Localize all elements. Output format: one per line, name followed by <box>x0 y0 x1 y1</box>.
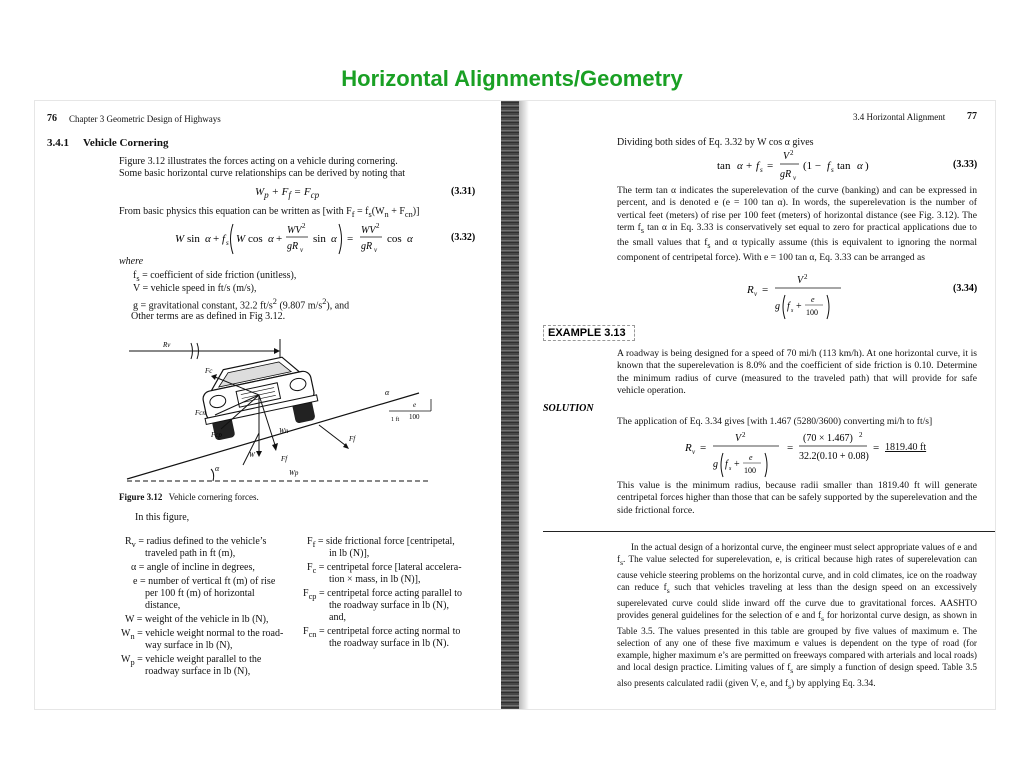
svg-text:V: V <box>797 275 804 286</box>
svg-text:α: α <box>268 233 274 245</box>
e-label: e <box>413 401 417 409</box>
solution-label: SOLUTION <box>543 403 594 414</box>
svg-text:f: f <box>756 160 760 172</box>
svg-text:f: f <box>827 160 831 172</box>
svg-text:R: R <box>685 442 692 454</box>
svg-text:=: = <box>347 233 354 245</box>
svg-text:tan: tan <box>837 160 851 172</box>
svg-text:α: α <box>857 160 863 172</box>
equation-3-32-number: (3.32) <box>451 232 476 243</box>
svg-text:=: = <box>787 442 794 454</box>
equation-3-34-number: (3.34) <box>953 283 978 294</box>
book-spine-shadow <box>519 101 529 709</box>
equation-3-31: $W_p + F_f = F_{cp}$ <box>255 186 320 201</box>
right-page <box>535 101 995 709</box>
book-spine <box>501 101 519 709</box>
result-value: 1819.40 ft <box>885 442 927 453</box>
intro-line-2: Some basic horizontal curve relationships can be derived by noting that <box>119 168 406 179</box>
term-left: traveled path in ft (m), <box>145 548 236 559</box>
wn-label: Wn <box>279 427 289 435</box>
svg-text:v: v <box>754 290 758 298</box>
where-label: where <box>119 256 144 267</box>
svg-text:gR: gR <box>287 241 299 252</box>
svg-text:2: 2 <box>302 222 306 230</box>
term-right: in lb (N)], <box>329 548 370 559</box>
solution-line: The application of Eq. 3.34 gives [with 1.467 (5280/3600) converting mi/h to ft/s] <box>617 416 933 427</box>
dividing-line: Dividing both sides of Eq. 3.32 by W cos α gives <box>617 137 814 148</box>
svg-text:+: + <box>276 233 283 245</box>
fcn-label: Fcn <box>195 409 206 417</box>
svg-text:=: = <box>700 442 707 454</box>
svg-text:sin: sin <box>187 233 200 245</box>
right-running-head: 3.4 Horizontal Alignment <box>853 112 946 122</box>
term-right: $F_{cn}$ = centripetal force acting normal to <box>303 626 461 639</box>
svg-text:R: R <box>747 284 754 296</box>
alpha-label-bottom: α <box>215 464 220 473</box>
term-right: $F_c$ = centripetal force [lateral accelera- <box>307 562 462 575</box>
figure-caption-label: Figure 3.12 <box>119 492 163 502</box>
vehicle-cornering-figure <box>119 333 439 493</box>
svg-text:W: W <box>236 233 246 245</box>
svg-text:v: v <box>374 246 378 254</box>
svg-text:s: s <box>791 308 794 314</box>
after-result-text: This value is the minimum radius, because radii smaller than 1819.40 ft will generate centripetal forces higher than those that can be safely supported by the superelevation and the side frictional force. <box>617 480 977 516</box>
svg-text:s: s <box>760 166 763 174</box>
term-left: α = angle of incline in degrees, <box>131 562 255 573</box>
equation-3-33-number: (3.33) <box>953 159 978 170</box>
svg-text:+: + <box>796 301 802 312</box>
other-terms-line: Other terms are as defined in Fig 3.12. <box>131 311 286 322</box>
svg-text:(1 −: (1 − <box>803 160 822 172</box>
svg-text:+: + <box>734 459 740 470</box>
left-running-head: Chapter 3 Geometric Design of Highways <box>69 114 221 124</box>
in-this-figure: In this figure, <box>135 512 190 523</box>
svg-text:gR: gR <box>361 241 373 252</box>
solution-equation <box>683 429 923 481</box>
svg-text:2: 2 <box>376 222 380 230</box>
section-divider <box>543 531 995 532</box>
svg-text:=: = <box>767 160 774 172</box>
svg-text:2: 2 <box>804 273 808 281</box>
figure-caption <box>119 491 259 503</box>
svg-text:v: v <box>793 174 797 182</box>
svg-text:cos: cos <box>248 233 263 245</box>
definition-g: g = gravitational constant, 32.2 $ft/s^2$ (9.807 $m/s^2$), and <box>133 297 350 312</box>
superelevation-paragraph: The term tan α indicates the superelevation of the curve (banking) and can be expressed in percent, and is denoted e (e = 100 tan α). In words, the superelevation is the number of vertical feet (meters) of rise per 100 feet (meters) of horizontal distance (see Fig. 3.12). The term $f_s$ tan α in Eq. 3.33 is conservatively set equal to zero for practical applications due to the small values that $f_s$ and α typically assume (this is equivalent to ignoring the normal component of centripetal force). With e = 100 tan α, Eq. 3.33 can be arranged as <box>617 185 977 264</box>
section-title: Vehicle Cornering <box>83 137 169 149</box>
term-right: the roadway surface in lb (N), <box>329 600 449 611</box>
term-right: $F_{cp}$ = centripetal force acting parallel to <box>303 588 463 601</box>
definition-v: V = vehicle speed in ft/s (m/s), <box>133 283 257 294</box>
term-right: and, <box>329 612 346 623</box>
physics-line: From basic physics this equation can be written as [with $F_f = f_s(W_n + F_{cn})$] <box>119 206 420 219</box>
wp-label: Wp <box>289 469 299 477</box>
term-left: distance, <box>145 600 181 611</box>
svg-text:s: s <box>831 166 834 174</box>
equation-3-33 <box>715 147 895 183</box>
example-label: EXAMPLE 3.13 <box>543 325 635 341</box>
svg-text:32.2(0.10 + 0.08): 32.2(0.10 + 0.08) <box>799 451 869 462</box>
svg-text:tan: tan <box>717 160 731 172</box>
svg-text:+: + <box>746 160 753 172</box>
svg-text:α: α <box>331 233 337 245</box>
hundred-label: 100 <box>409 413 420 421</box>
term-right: $F_f$ = side frictional force [centripetal, <box>307 536 455 549</box>
svg-text:f: f <box>725 459 728 470</box>
svg-text:v: v <box>692 448 696 456</box>
svg-text:gR: gR <box>780 169 792 180</box>
svg-text:(70 × 1.467): (70 × 1.467) <box>803 433 853 444</box>
svg-text:WV: WV <box>361 225 376 236</box>
svg-text:2: 2 <box>790 149 794 157</box>
svg-text:V: V <box>783 151 790 162</box>
term-left: W = weight of the vehicle in lb (N), <box>125 614 269 625</box>
right-page-number: 77 <box>967 111 977 122</box>
term-left: way surface in lb (N), <box>145 640 233 651</box>
svg-text:g: g <box>713 459 718 470</box>
svg-text:=: = <box>762 284 769 296</box>
term-right: tion × mass, in lb (N)], <box>329 574 421 585</box>
svg-text:α: α <box>407 233 413 245</box>
definition-fs: $f_s$ = coefficient of side friction (unitless), <box>133 270 297 283</box>
svg-text:α: α <box>737 160 743 172</box>
svg-text:cos: cos <box>387 233 402 245</box>
intro-line-1: Figure 3.12 illustrates the forces acting on a vehicle during cornering. <box>119 156 398 167</box>
svg-text:2: 2 <box>742 431 746 439</box>
svg-text:sin: sin <box>313 233 326 245</box>
svg-text:s: s <box>729 466 732 472</box>
equation-3-32 <box>171 218 441 258</box>
term-left: roadway surface in lb (N), <box>145 666 251 677</box>
svg-text:+: + <box>213 233 220 245</box>
figure-caption-text: Vehicle cornering forces. <box>168 492 259 502</box>
term-left: $R_v$ = radius defined to the vehicle’s <box>125 536 267 549</box>
svg-text:2: 2 <box>859 431 863 439</box>
svg-text:e: e <box>811 295 815 304</box>
w-label: W <box>249 451 255 459</box>
design-paragraph: In the actual design of a horizontal curve, the engineer must select appropriate values of e and $f_s$. The value selected for superelevation, e, is critical because high rates of superelevation can cause vehicle steering problems on the horizontal curve, and in cold climates, ice on the roadway can reduce $f_s$ such that vehicles traveling at less than the design speed on an excessively superelevated curve could slide inward off the curve due to gravitational forces. AASHTO provides general guidelines for the selection of e and $f_s$ for horizontal curve design, as shown in Table 3.5. The values presented in this table are grouped by five values of maximum e. The selection of any one of these five maximum e values is dependent on the type of road (for example, higher maximum e’s are permitted on freeways compared with arterials and local roads) and local design practice. Limiting values of $f_s$ are simply a function of design speed. Table 3.5 also presents calculated radii (given V, e, and $f_s$) by applying Eq. 3.34. <box>617 542 977 692</box>
term-right: the roadway surface in lb (N). <box>329 638 449 649</box>
svg-text:s: s <box>226 239 229 247</box>
svg-text:): ) <box>865 160 869 172</box>
svg-text:v: v <box>300 246 304 254</box>
equation-3-31-number: (3.31) <box>451 186 476 197</box>
svg-text:WV: WV <box>287 225 302 236</box>
svg-text:f: f <box>222 233 226 245</box>
section-number: 3.4.1 <box>47 137 69 149</box>
svg-text:=: = <box>873 442 880 454</box>
term-left: e = number of vertical ft (m) of rise <box>133 576 276 587</box>
slide-title: Horizontal Alignments/Geometry <box>341 66 683 91</box>
term-left: per 100 ft (m) of horizontal <box>145 588 255 599</box>
left-page-number: 76 <box>47 113 57 124</box>
example-text: A roadway is being designed for a speed of 70 mi/h (113 km/h). At one horizontal curve, it is known that the superelevation is 8.0% and the coefficient of side friction is 0.10. Determine the minimum radius of curve (measured to the traveled path) that will provide for safe vehicle operation. <box>617 348 977 396</box>
svg-text:W: W <box>175 233 185 245</box>
svg-text:V: V <box>735 433 742 444</box>
fcp-label: Fcp <box>211 431 222 439</box>
ff-label-right: Ff <box>349 435 356 443</box>
scanned-textbook-pages <box>34 100 996 710</box>
svg-text:g: g <box>775 301 780 312</box>
equation-3-34 <box>745 271 855 321</box>
term-left: $W_p$ = vehicle weight parallel to the <box>121 654 262 667</box>
ff-label-bottom: Ff <box>281 455 288 463</box>
svg-text:f: f <box>787 301 790 312</box>
rv-label: Rv <box>163 341 171 349</box>
alpha-label-right: α <box>385 388 390 397</box>
one-ft-label: 1 ft <box>391 417 400 423</box>
svg-text:100: 100 <box>806 308 818 317</box>
svg-text:e: e <box>749 453 753 462</box>
svg-text:100: 100 <box>744 466 756 475</box>
fc-label: Fc <box>205 367 213 375</box>
svg-text:α: α <box>205 233 211 245</box>
term-left: $W_n$ = vehicle weight normal to the road- <box>121 628 284 641</box>
